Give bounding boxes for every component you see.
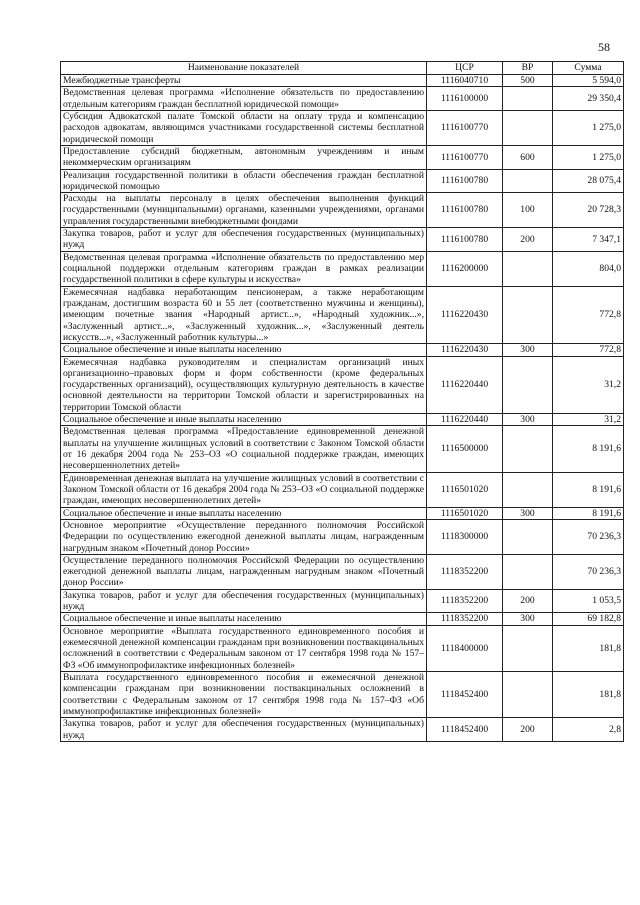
cell-name: Закупка товаров, работ и услуг для обеспечения государственных (муниципальных) нужд (61, 718, 427, 742)
cell-vr (503, 356, 553, 414)
cell-name: Осуществление переданного полномочия Российской Федерации по осуществлению ежегодной денежной выплаты лицам, награжденным нагрудным знаком «Почетный донор России» (61, 554, 427, 589)
cell-sum: 804,0 (553, 251, 624, 286)
cell-vr: 200 (503, 228, 553, 252)
cell-vr (503, 87, 553, 111)
cell-sum: 772,8 (553, 286, 624, 344)
cell-csr: 1118352200 (427, 554, 503, 589)
header-vr: ВР (503, 62, 553, 75)
table-row (61, 507, 624, 519)
cell-csr: 1116100780 (427, 169, 503, 193)
cell-vr: 500 (503, 75, 553, 87)
cell-vr (503, 554, 553, 589)
cell-name: Социальное обеспечение и иные выплаты населению (61, 414, 427, 426)
cell-sum: 5 594,0 (553, 75, 624, 87)
cell-sum: 29 350,4 (553, 87, 624, 111)
cell-sum: 28 075,4 (553, 169, 624, 193)
cell-name: Ежемесячная надбавка неработающим пенсионерам, а также неработающим гражданам, достигшим возраста 60 и 55 лет (соответственно мужчины и женщины), имеющим почетные звания «Народный артист...», «Народный художник...», «Заслуженный артист...», «Заслуженный художник...», «Заслуженный деятель искусств...», «Заслуженный работник культуры...» (61, 286, 427, 344)
table-row (61, 414, 624, 426)
cell-vr (503, 286, 553, 344)
cell-name: Субсидия Адвокатской палате Томской области на оплату труда и компенсацию расходов адвокатам, являющимся участниками государственной системы бесплатной юридической помощи (61, 110, 427, 145)
cell-csr: 1116220430 (427, 344, 503, 356)
cell-csr: 1116200000 (427, 251, 503, 286)
cell-csr: 1118352200 (427, 589, 503, 613)
table-row (61, 356, 624, 414)
header-csr: ЦСР (427, 62, 503, 75)
cell-name: Закупка товаров, работ и услуг для обеспечения государственных (муниципальных) нужд (61, 589, 427, 613)
table-row (61, 110, 624, 145)
cell-vr (503, 472, 553, 507)
cell-sum: 2,8 (553, 718, 624, 742)
cell-sum: 181,8 (553, 671, 624, 717)
table-row (61, 228, 624, 252)
cell-name: Ведомственная целевая программа «Исполнение обязательств по предоставлению отдельным категориям граждан бесплатной юридической помощи» (61, 87, 427, 111)
cell-csr: 1118400000 (427, 625, 503, 671)
cell-csr: 1116100770 (427, 145, 503, 169)
cell-sum: 70 236,3 (553, 554, 624, 589)
cell-sum: 20 728,3 (553, 193, 624, 228)
table-row (61, 169, 624, 193)
cell-sum: 31,2 (553, 414, 624, 426)
header-name: Наименование показателей (61, 62, 427, 75)
cell-csr: 1116220440 (427, 414, 503, 426)
cell-name: Ведомственная целевая программа «Исполнение обязательств по предоставлению мер социальной поддержки отдельным категориям граждан в рамках реализации государственной политики в сфере культуры и искусства» (61, 251, 427, 286)
cell-name: Ежемесячная надбавка руководителям и специалистам организаций иных организационно–правовых форм и форм собственности (кроме федеральных государственных организаций), осуществляющих культурную деятельность в качестве основной деятельности на территории Томской области и зарегистрированных на территории Томской области (61, 356, 427, 414)
cell-name: Предоставление субсидий бюджетным, автономным учреждениям и иным некоммерческим организациям (61, 145, 427, 169)
table-row (61, 426, 624, 472)
cell-name: Межбюджетные трансферты (61, 75, 427, 87)
table-row (61, 519, 624, 554)
cell-csr: 1118352200 (427, 613, 503, 625)
cell-csr: 1116100780 (427, 228, 503, 252)
table-row (61, 193, 624, 228)
cell-csr: 1116100780 (427, 193, 503, 228)
cell-name: Основное мероприятие «Выплата государственного единовременного пособия и ежемесячной денежной компенсации гражданам при возникновении поствакцинальных осложнений в соответствии с Федеральным законом от 17 сентября 1998 года № 157–ФЗ «Об иммунопрофилактике инфекционных болезней» (61, 625, 427, 671)
cell-sum: 1 275,0 (553, 110, 624, 145)
cell-sum: 8 191,6 (553, 472, 624, 507)
cell-vr: 200 (503, 589, 553, 613)
cell-vr (503, 110, 553, 145)
cell-sum: 181,8 (553, 625, 624, 671)
cell-vr (503, 169, 553, 193)
cell-sum: 70 236,3 (553, 519, 624, 554)
cell-csr: 1116501020 (427, 472, 503, 507)
table-header-row (61, 62, 624, 75)
cell-vr: 300 (503, 613, 553, 625)
cell-csr: 1118452400 (427, 718, 503, 742)
cell-vr (503, 426, 553, 472)
table-row (61, 286, 624, 344)
cell-sum: 7 347,1 (553, 228, 624, 252)
cell-sum: 8 191,6 (553, 426, 624, 472)
cell-vr: 100 (503, 193, 553, 228)
cell-vr: 300 (503, 507, 553, 519)
cell-vr (503, 251, 553, 286)
table-row (61, 671, 624, 717)
cell-name: Выплата государственного единовременного пособия и ежемесячной денежной компенсации гражданам при возникновении поствакцинальных осложнений в соответствии с Федеральным законом от 17 сентября 1998 года № 157–ФЗ «Об иммунопрофилактике инфекционных болезней» (61, 671, 427, 717)
cell-vr: 600 (503, 145, 553, 169)
table-row (61, 625, 624, 671)
cell-name: Социальное обеспечение и иные выплаты населению (61, 613, 427, 625)
table-row (61, 75, 624, 87)
cell-vr: 300 (503, 344, 553, 356)
header-sum: Сумма (553, 62, 624, 75)
table-row (61, 613, 624, 625)
page-number: 58 (598, 40, 610, 54)
cell-sum: 31,2 (553, 356, 624, 414)
cell-csr: 1116501020 (427, 507, 503, 519)
table-row (61, 145, 624, 169)
cell-csr: 1116100000 (427, 87, 503, 111)
cell-csr: 1116100770 (427, 110, 503, 145)
cell-csr: 1116040710 (427, 75, 503, 87)
budget-table (60, 61, 624, 742)
cell-name: Основное мероприятие «Осуществление переданного полномочия Российской Федерации по осуществлению ежегодной денежной выплаты лицам, награжденным нагрудным знаком «Почетный донор России» (61, 519, 427, 554)
cell-sum: 772,8 (553, 344, 624, 356)
cell-name: Реализация государственной политики в области обеспечения граждан бесплатной юридической помощью (61, 169, 427, 193)
cell-name: Социальное обеспечение и иные выплаты населению (61, 344, 427, 356)
table-row (61, 87, 624, 111)
cell-csr: 1116220440 (427, 356, 503, 414)
cell-name: Закупка товаров, работ и услуг для обеспечения государственных (муниципальных) нужд (61, 228, 427, 252)
cell-sum: 8 191,6 (553, 507, 624, 519)
cell-sum: 1 275,0 (553, 145, 624, 169)
cell-csr: 1118300000 (427, 519, 503, 554)
cell-csr: 1116220430 (427, 286, 503, 344)
table-row (61, 554, 624, 589)
cell-name: Расходы на выплаты персоналу в целях обеспечения выполнения функций государственными (муниципальными) органами, казенными учреждениями, органами управления государственными внебюджетными фондами (61, 193, 427, 228)
cell-vr: 200 (503, 718, 553, 742)
cell-name: Ведомственная целевая программа «Предоставление единовременной денежной выплаты на улучшение жилищных условий в соответствии с Законом Томской области от 16 декабря 2004 года № 253–ОЗ «О социальной поддержке граждан, имеющих несовершеннолетних детей» (61, 426, 427, 472)
cell-csr: 1118452400 (427, 671, 503, 717)
cell-csr: 1116500000 (427, 426, 503, 472)
cell-vr: 300 (503, 414, 553, 426)
cell-vr (503, 625, 553, 671)
table-row (61, 472, 624, 507)
cell-vr (503, 671, 553, 717)
table-row (61, 251, 624, 286)
table-row (61, 718, 624, 742)
cell-name: Социальное обеспечение и иные выплаты населению (61, 507, 427, 519)
cell-name: Единовременная денежная выплата на улучшение жилищных условий в соответствии с Законом Томской области от 16 декабря 2004 года № 253–ОЗ «О социальной поддержке граждан, имеющих несовершеннолетних детей» (61, 472, 427, 507)
cell-vr (503, 519, 553, 554)
cell-sum: 69 182,8 (553, 613, 624, 625)
cell-sum: 1 053,5 (553, 589, 624, 613)
table-row (61, 589, 624, 613)
table-row (61, 344, 624, 356)
